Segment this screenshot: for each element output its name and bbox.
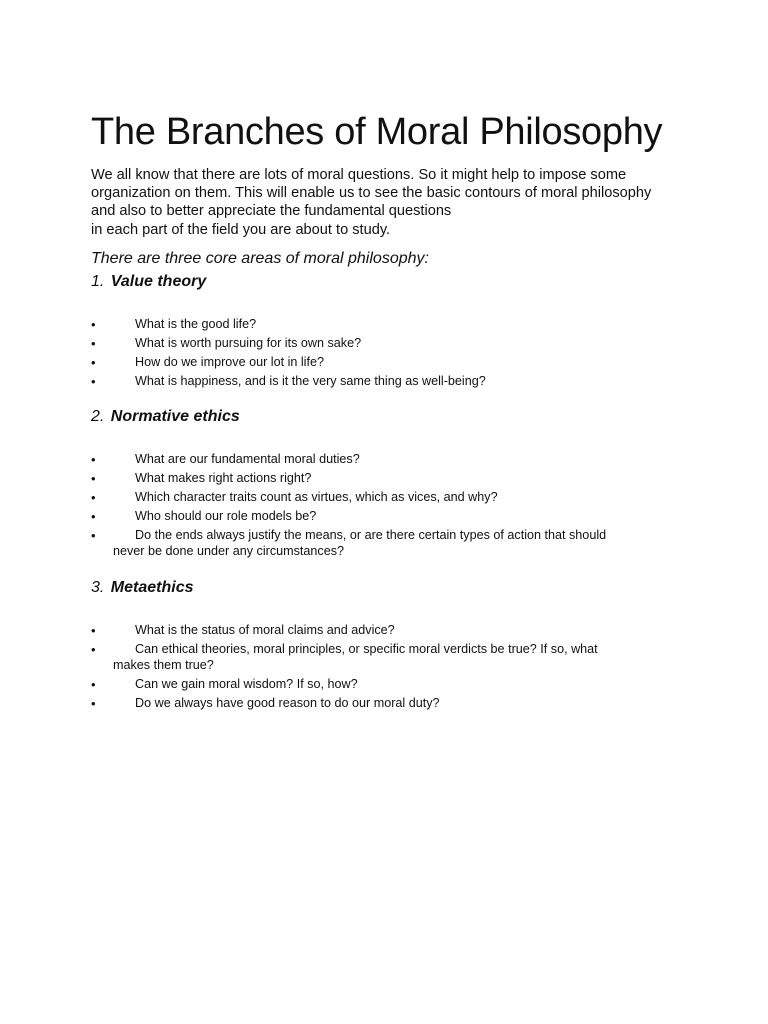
list-item-text: What are our fundamental moral duties? <box>135 452 360 466</box>
intro-line: We all know that there are lots of moral questions. So it might help to impose some <box>91 167 627 183</box>
list-item-text: What is worth pursuing for its own sake? <box>135 336 362 350</box>
section-name: Value theory <box>110 273 207 290</box>
list-item <box>91 469 691 488</box>
lead-sentence: There are three core areas of moral philosophy: <box>91 250 429 267</box>
list-item <box>91 372 691 391</box>
list-item-text: What makes right actions right? <box>135 471 312 485</box>
section-number: 2. <box>91 408 105 425</box>
list-item <box>91 353 691 372</box>
value-theory-list <box>91 315 691 391</box>
list-item <box>91 450 691 469</box>
bullet-icon: • <box>91 452 96 467</box>
section-name: Normative ethics <box>110 408 240 425</box>
list-item-text: Do the ends always justify the means, or are there certain types of action that should <box>135 528 607 542</box>
list-item-text: Do we always have good reason to do our moral duty? <box>135 696 440 710</box>
bullet-icon: • <box>91 471 96 486</box>
list-item <box>91 675 691 694</box>
list-item-text: How do we improve our lot in life? <box>135 355 324 369</box>
section-heading-value-theory <box>91 272 206 292</box>
list-item-text: What is happiness, and is it the very same thing as well-being? <box>135 374 486 388</box>
bullet-icon: • <box>91 317 96 332</box>
section-name: Metaethics <box>110 579 194 596</box>
bullet-icon: • <box>91 528 96 543</box>
intro-line: and also to better appreciate the fundamental questions <box>91 203 452 220</box>
normative-ethics-list <box>91 450 691 561</box>
bullet-icon: • <box>91 355 96 370</box>
metaethics-list <box>91 621 691 713</box>
page-title: The Branches of Moral Philosophy <box>91 111 663 153</box>
bullet-icon: • <box>91 642 96 657</box>
bullet-icon: • <box>91 677 96 692</box>
bullet-icon: • <box>91 623 96 638</box>
bullet-icon: • <box>91 374 96 389</box>
list-item-text: Can we gain moral wisdom? If so, how? <box>135 677 358 691</box>
list-item-text: Can ethical theories, moral principles, or specific moral verdicts be true? If so, what <box>135 642 598 656</box>
bullet-icon: • <box>91 509 96 524</box>
intro-line: in each part of the field you are about to study. <box>91 221 391 238</box>
list-item-text: Which character traits count as virtues, which as vices, and why? <box>135 490 498 504</box>
bullet-icon: • <box>91 490 96 505</box>
list-item <box>91 526 691 561</box>
intro-line: organization on them. This will enable us to see the basic contours of moral philosophy <box>91 185 652 202</box>
list-item-text: What is the status of moral claims and advice? <box>135 623 395 637</box>
list-item-text: What is the good life? <box>135 317 257 331</box>
section-number: 1. <box>91 273 105 290</box>
list-item-text: Who should our role models be? <box>135 509 317 523</box>
list-item-continuation: never be done under any circumstances? <box>113 544 345 558</box>
section-heading-normative-ethics <box>91 407 240 427</box>
list-item <box>91 621 691 640</box>
section-number: 3. <box>91 579 105 596</box>
bullet-icon: • <box>91 696 96 711</box>
list-item <box>91 694 691 713</box>
section-heading-metaethics <box>91 578 194 598</box>
intro-paragraph <box>91 166 711 239</box>
list-item <box>91 640 691 675</box>
list-item <box>91 315 691 334</box>
bullet-icon: • <box>91 336 96 351</box>
list-item <box>91 507 691 526</box>
list-item-continuation: makes them true? <box>113 658 214 672</box>
list-item <box>91 334 691 353</box>
list-item <box>91 488 691 507</box>
